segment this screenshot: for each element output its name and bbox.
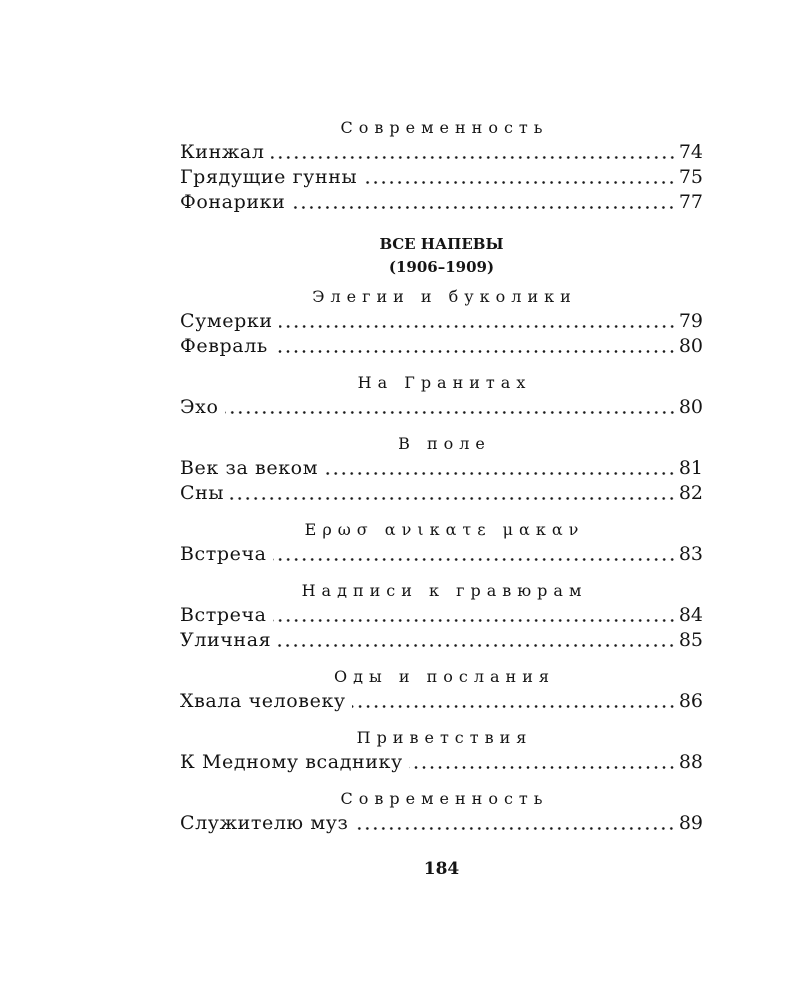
entry-page: 84: [678, 604, 703, 626]
entry-page: 83: [678, 543, 703, 565]
toc-entry: [180, 140, 703, 165]
section-heading: Приветствия: [356, 728, 533, 747]
entry-page: 80: [678, 335, 703, 357]
dot-leader: [324, 456, 676, 481]
table-of-contents: [180, 115, 703, 882]
toc-entry: [180, 481, 703, 506]
dot-leader: [273, 603, 676, 628]
dot-leader: [409, 750, 676, 775]
toc-entry: [180, 628, 703, 653]
section-heading: Современность: [340, 789, 549, 808]
entry-title: Сны: [180, 482, 225, 504]
dot-leader: [271, 140, 676, 165]
entry-page: 86: [678, 690, 703, 712]
toc-entry: [180, 334, 703, 359]
dot-leader: [291, 190, 675, 215]
entry-title: Сумерки: [180, 310, 273, 332]
toc-entry: [180, 689, 703, 714]
entry-page: 81: [678, 457, 703, 479]
dot-leader: [273, 542, 676, 567]
entry-title: Грядущие гунны: [180, 166, 358, 188]
entry-page: 88: [678, 751, 703, 773]
toc-entry: [180, 542, 703, 567]
part-title: ВСЕ НАПЕВЫ: [379, 235, 504, 253]
entry-title: Встреча: [180, 604, 267, 626]
toc-entry: [180, 190, 703, 215]
entry-page: 79: [678, 310, 703, 332]
section-heading: В поле: [398, 434, 491, 453]
section-heading: На Гранитах: [357, 373, 532, 392]
dot-leader: [363, 165, 676, 190]
entry-title: Уличная: [180, 629, 272, 651]
entry-page: 82: [678, 482, 703, 504]
dot-leader: [277, 628, 676, 653]
toc-entry: [180, 456, 703, 481]
entry-page: 75: [678, 166, 703, 188]
entry-title: К Медному всаднику: [180, 751, 403, 773]
toc-entry: [180, 165, 703, 190]
entry-title: Хвала человеку: [180, 690, 346, 712]
dot-leader: [279, 309, 676, 334]
section-heading: Надписи к гравюрам: [301, 581, 588, 600]
part-title-block: [180, 233, 703, 279]
entry-page: 89: [678, 812, 703, 834]
toc-entry: [180, 811, 703, 836]
dot-leader: [274, 334, 676, 359]
dot-leader: [354, 811, 675, 836]
entry-title: Служителю муз: [180, 812, 349, 834]
section-heading: Современность: [340, 118, 549, 137]
entry-title: Эхо: [180, 396, 219, 418]
entry-page: 77: [678, 191, 703, 213]
entry-page: 85: [678, 629, 703, 651]
section-heading: Ερωσ ανικατε μακαν: [304, 520, 585, 539]
dot-leader: [352, 689, 676, 714]
section-heading: Элегии и буколики: [312, 287, 577, 306]
toc-entry: [180, 395, 703, 420]
entry-page: 74: [678, 141, 703, 163]
section-heading: Оды и послания: [334, 667, 555, 686]
part-years: (1906–1909): [388, 258, 495, 276]
entry-title: Фонарики: [180, 191, 286, 213]
entry-title: Кинжал: [180, 141, 265, 163]
toc-entry: [180, 309, 703, 334]
entry-title: Встреча: [180, 543, 267, 565]
entry-title: Век за веком: [180, 457, 319, 479]
dot-leader: [230, 481, 676, 506]
toc-entry: [180, 750, 703, 775]
toc-entry: [180, 603, 703, 628]
page-number: 184: [423, 859, 460, 879]
entry-title: Февраль: [180, 335, 268, 357]
entry-page: 80: [678, 396, 703, 418]
dot-leader: [225, 395, 676, 420]
